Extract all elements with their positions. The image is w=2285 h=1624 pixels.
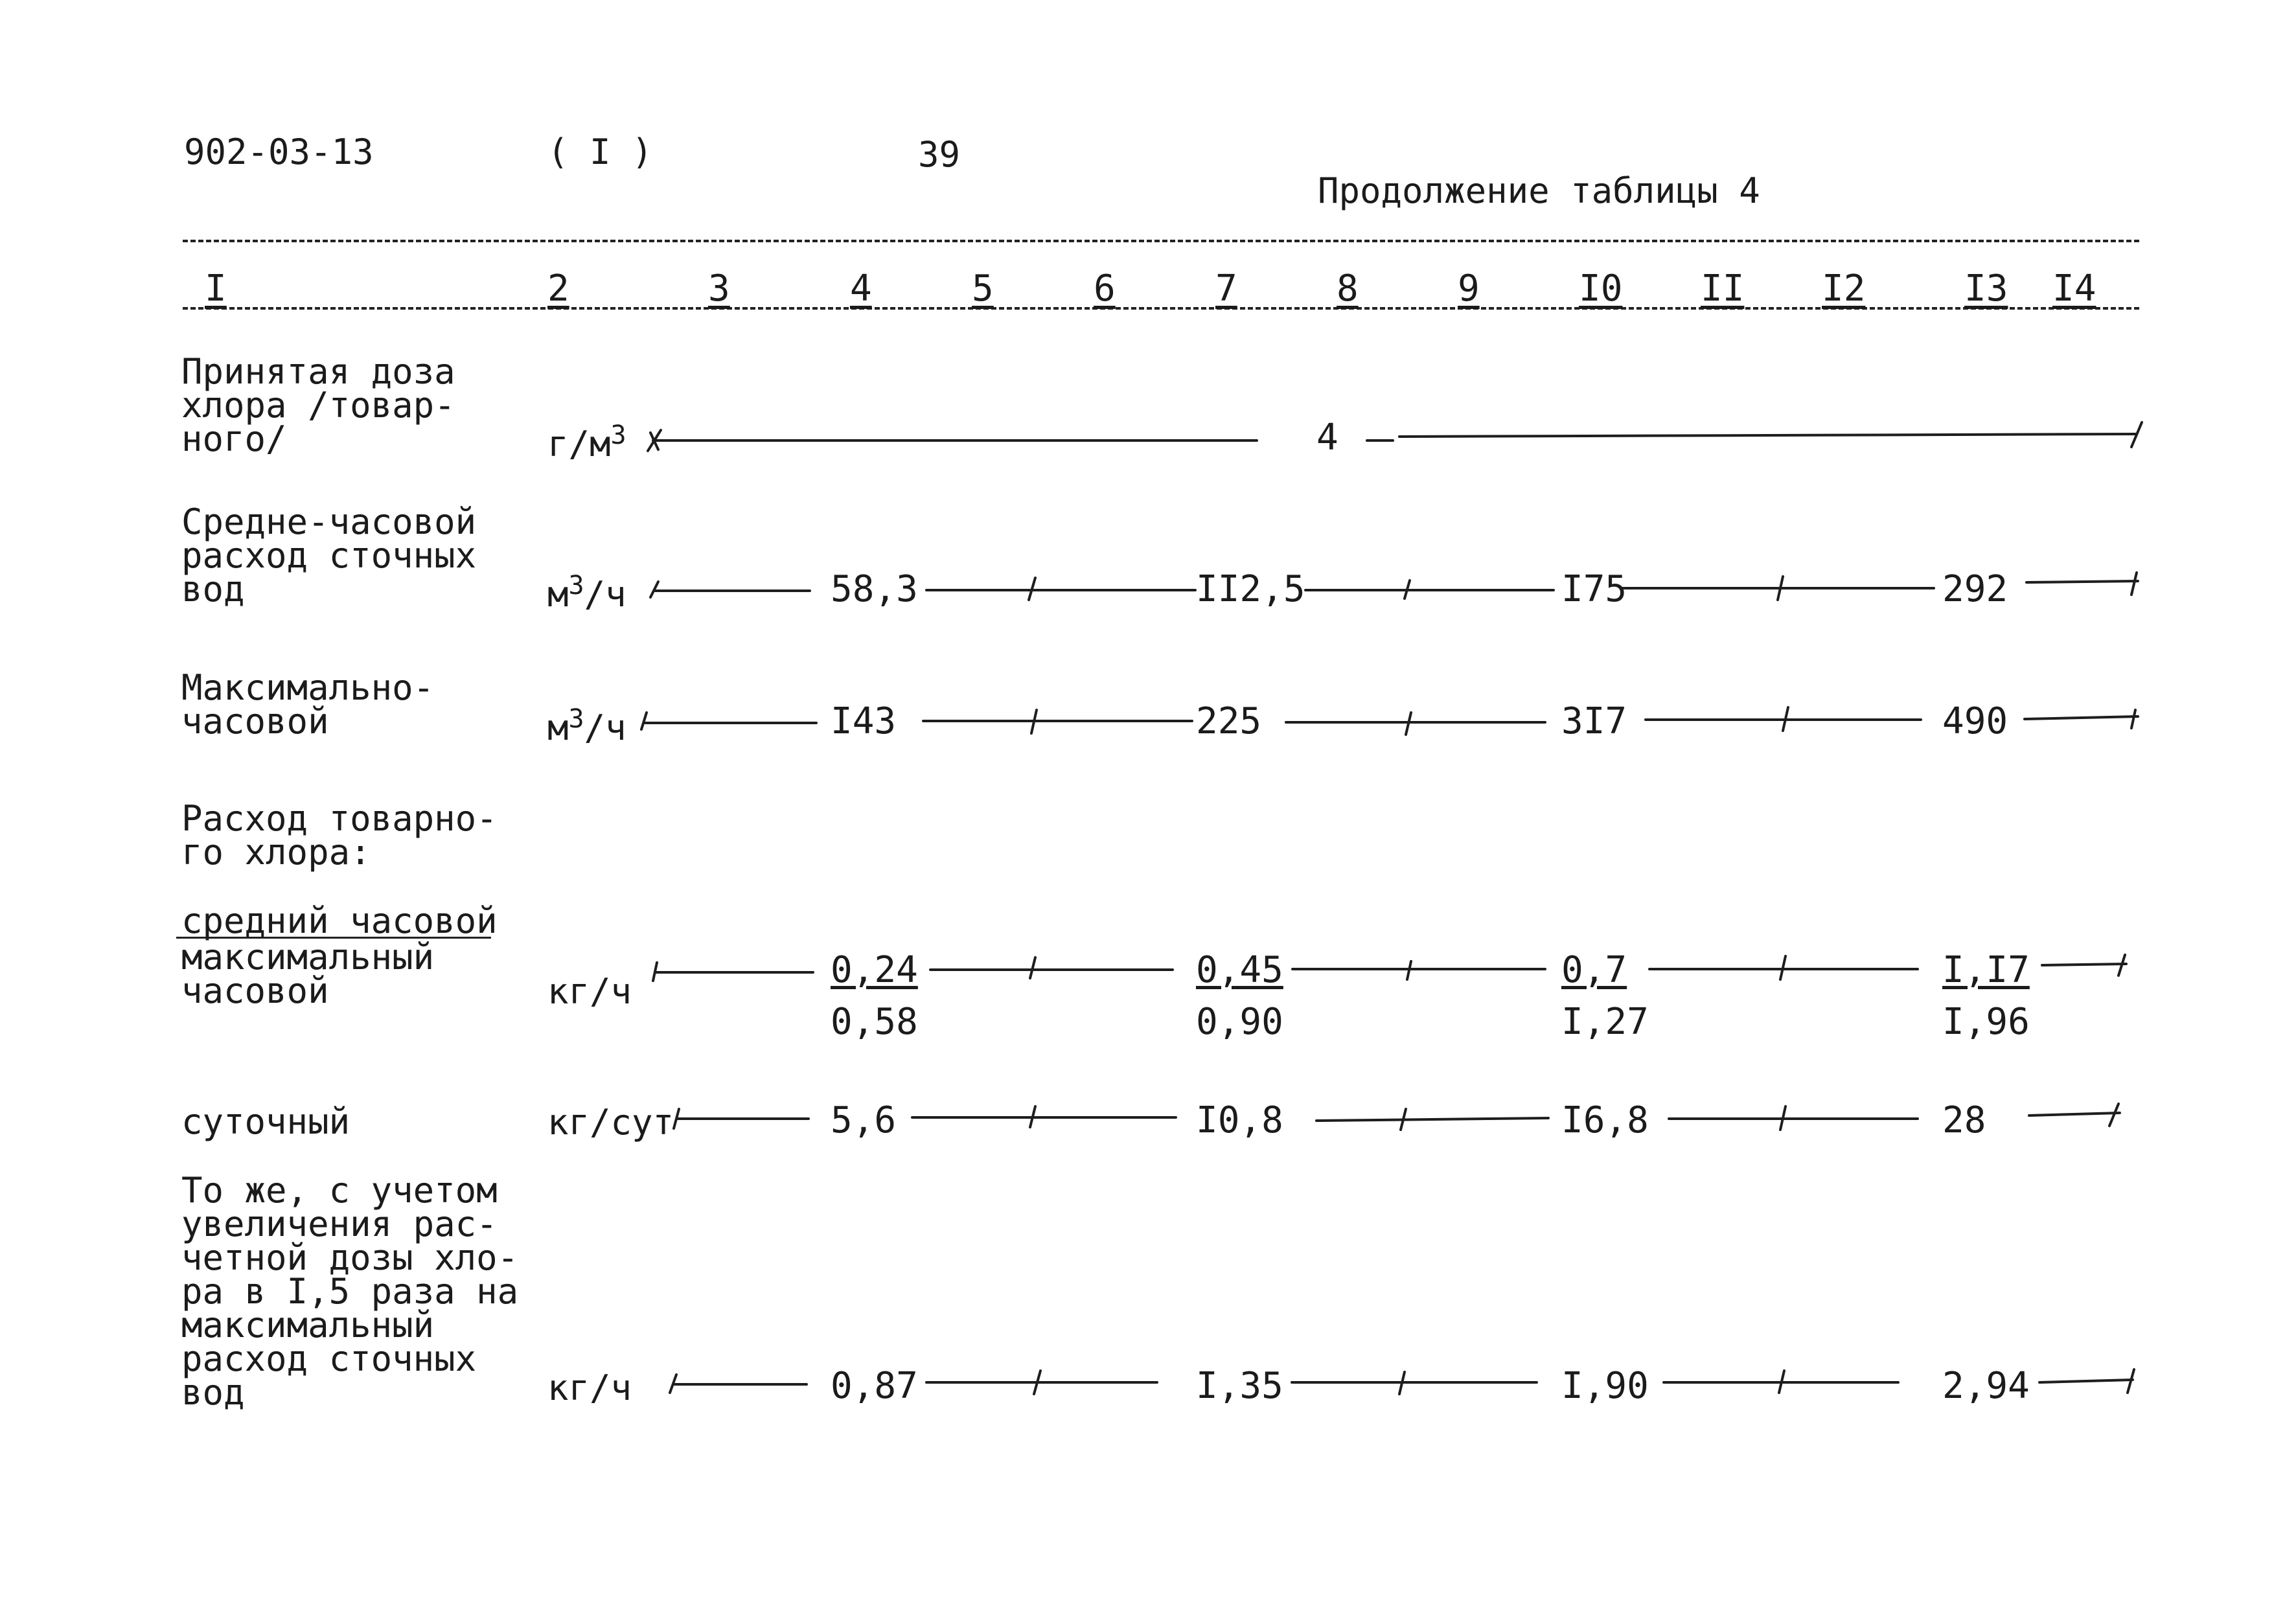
column-number-1: I xyxy=(205,268,227,310)
value-daily-3: I6,8 xyxy=(1561,1099,1649,1141)
column-number-8: 8 xyxy=(1337,268,1359,310)
unit-superscript: 3 xyxy=(568,704,584,734)
unit-kg-per-day: кг/сут xyxy=(547,1102,674,1143)
value-hourly-max-2: 0,90 xyxy=(1196,1001,1283,1043)
value-hourly-avg-2: 0,45 xyxy=(1196,949,1283,991)
value-dose: 4 xyxy=(1316,417,1338,459)
value-daily-1: 5,6 xyxy=(831,1099,897,1141)
column-number-11: II xyxy=(1701,268,1745,310)
column-number-3: 3 xyxy=(708,268,730,310)
column-number-7: 7 xyxy=(1215,268,1237,310)
value-increased-3: I,90 xyxy=(1561,1365,1649,1407)
column-number-9: 9 xyxy=(1458,268,1480,310)
value-max-flow-2: 225 xyxy=(1196,700,1262,742)
section-label-chlorine-consumption: Расход товарно- го хлора: xyxy=(181,798,498,873)
column-number-2: 2 xyxy=(547,268,569,310)
table-caption: Продолжение таблицы 4 xyxy=(1318,170,1760,211)
unit-superscript: 3 xyxy=(610,420,626,450)
value-daily-4: 28 xyxy=(1942,1099,1986,1141)
unit-g-per-m3: $г/м^3$ xyxy=(547,420,626,464)
unit-kg-per-hour: кг/ч xyxy=(547,971,632,1012)
value-avg-flow-2: II2,5 xyxy=(1196,568,1305,610)
unit-m3-per-hour: $м^3/ч$ xyxy=(547,571,626,615)
column-number-12: I2 xyxy=(1822,268,1866,310)
unit-kg-per-hour: кг/ч xyxy=(547,1367,632,1408)
value-hourly-avg-3: 0,7 xyxy=(1561,949,1627,991)
unit-m3-per-hour: $м^3/ч$ xyxy=(547,704,626,748)
value-max-flow-1: I43 xyxy=(831,700,897,742)
value-hourly-max-4: I,96 xyxy=(1942,1001,2030,1043)
column-number-4: 4 xyxy=(850,268,872,310)
document-part: ( I ) xyxy=(547,132,653,172)
value-increased-2: I,35 xyxy=(1196,1365,1283,1407)
value-hourly-max-3: I,27 xyxy=(1561,1001,1649,1043)
value-max-flow-4: 490 xyxy=(1942,700,2008,742)
value-avg-flow-1: 58,3 xyxy=(831,568,918,610)
row-label-maximum-hourly-flow: Максимально- часовой xyxy=(181,667,435,742)
value-increased-4: 2,94 xyxy=(1942,1365,2030,1407)
value-increased-1: 0,87 xyxy=(831,1365,918,1407)
column-number-13: I3 xyxy=(1964,268,2008,310)
column-number-6: 6 xyxy=(1094,268,1116,310)
value-avg-flow-4: 292 xyxy=(1942,568,2008,610)
row-label-average-hourly: средний часовой xyxy=(181,900,498,941)
document-code: 902-03-13 xyxy=(184,132,374,172)
value-hourly-avg-4: I,I7 xyxy=(1942,949,2030,991)
row-label-chlorine-dose: Принятая доза хлора /товар- ного/ xyxy=(181,351,455,459)
column-number-10: I0 xyxy=(1579,268,1623,310)
row-label-average-hourly-flow: Средне-часовой расход сточных вод xyxy=(181,501,477,610)
row-label-increased-dose: То же, с учетом увеличения рас- четной дозы хло- ра в I,5 раза на максимальный расход сточных вод xyxy=(181,1170,519,1413)
value-avg-flow-3: I75 xyxy=(1561,568,1627,610)
row-label-maximum-hourly: максимальный часовой xyxy=(181,937,435,1011)
value-max-flow-3: 3I7 xyxy=(1561,700,1627,742)
row-label-daily: суточный xyxy=(181,1101,350,1142)
value-hourly-max-1: 0,58 xyxy=(831,1001,918,1043)
column-number-14: I4 xyxy=(2052,268,2096,310)
value-hourly-avg-1: 0,24 xyxy=(831,949,918,991)
unit-superscript: 3 xyxy=(568,571,584,600)
column-number-5: 5 xyxy=(972,268,994,310)
page-number: 39 xyxy=(918,134,961,175)
value-daily-2: I0,8 xyxy=(1196,1099,1283,1141)
